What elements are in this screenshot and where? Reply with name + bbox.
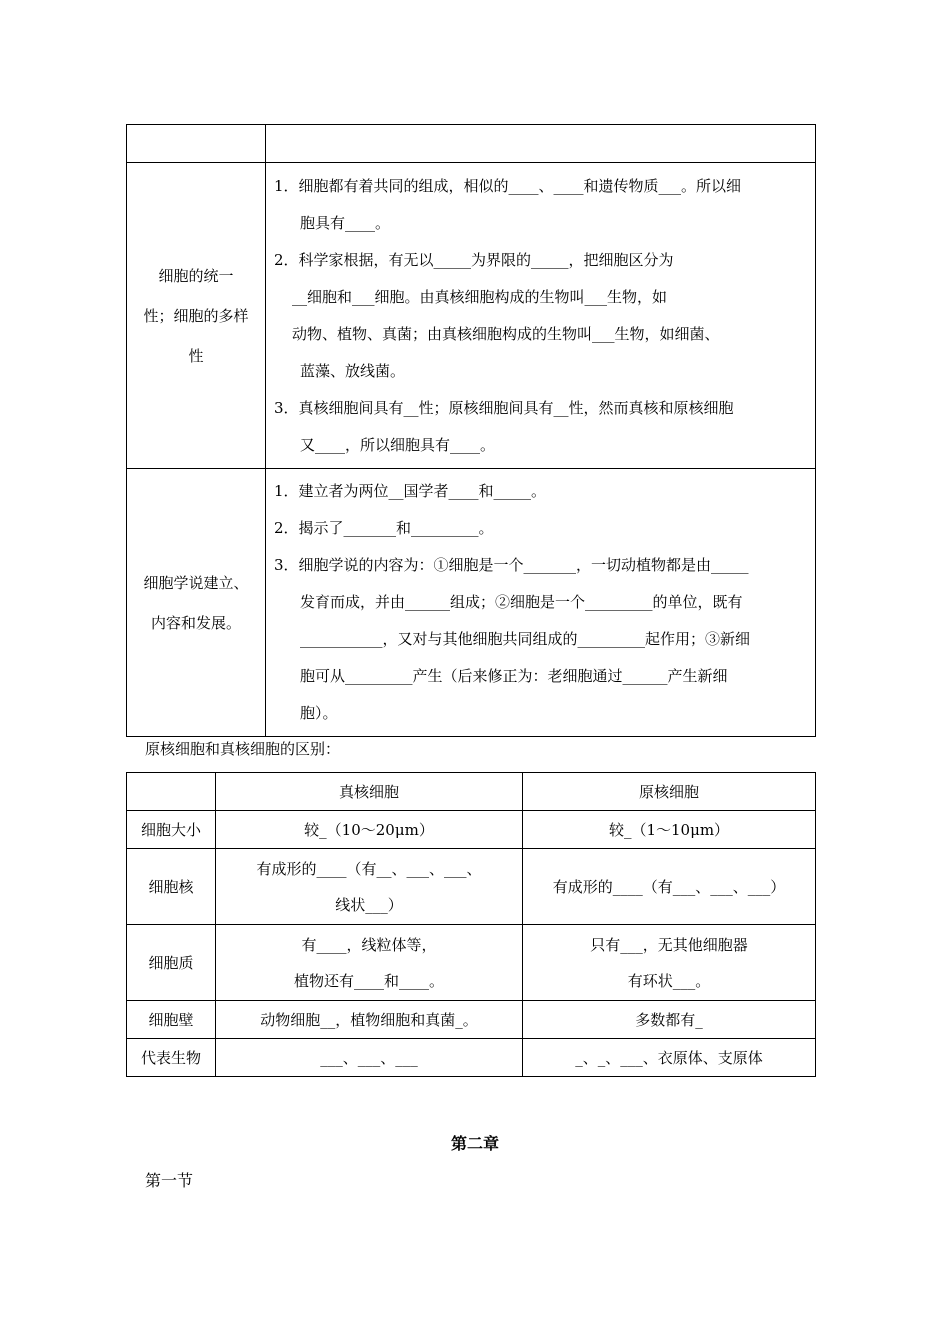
label-line: 细胞的统一	[158, 266, 234, 285]
text-line: __细胞和___细胞。由真核细胞构成的生物叫___生物，如	[292, 287, 668, 306]
label-line: 性	[188, 346, 204, 365]
cell-theory-table	[126, 124, 816, 737]
table-row	[127, 1001, 816, 1039]
eukaryotic-cell	[216, 811, 523, 849]
text-line: 胞可从_________产生（后来修正为：老细胞通过______产生新细	[300, 667, 728, 685]
cell-line: 有成形的____（有__、___、___、	[256, 859, 482, 878]
row-label-cell-theory	[127, 469, 266, 737]
text-line: 2．科学家根据，有无以_____为界限的_____，把细胞区分为	[274, 250, 674, 269]
eukaryotic-cell	[216, 1001, 523, 1039]
eukaryotic-cell	[216, 849, 523, 925]
cell-line: 多数都有_	[635, 1010, 703, 1029]
row-label: 细胞壁	[127, 1001, 216, 1039]
cell-line: 较_（1～10μm）	[608, 820, 730, 839]
prokaryotic-cell	[523, 849, 816, 925]
row-content-unity-diversity	[266, 163, 816, 469]
cell-line: _、_、___、衣原体、支原体	[575, 1048, 763, 1067]
cell-line: 动物细胞__，植物细胞和真菌_。	[260, 1010, 478, 1029]
label-line: 细胞学说建立、	[143, 573, 249, 592]
table-row	[127, 469, 816, 737]
label-line: 性；细胞的多样	[143, 306, 249, 325]
cell-line: 较_（10～20μm）	[304, 820, 434, 839]
header-cell-2	[266, 125, 816, 163]
prokaryotic-cell	[523, 925, 816, 1001]
cell-line: 有环状___。	[627, 971, 711, 990]
text-line: ___________，又对与其他细胞共同组成的_________起作用；③新细	[300, 630, 751, 648]
eukaryotic-cell	[216, 1039, 523, 1077]
row-content-cell-theory	[266, 469, 816, 737]
table-row	[127, 849, 816, 925]
prokaryotic-cell	[523, 811, 816, 849]
row-label-unity-diversity	[127, 163, 266, 469]
table-header-row	[127, 773, 816, 811]
header-prokaryotic: 原核细胞	[523, 773, 816, 811]
cell-line: ___、___、___	[320, 1048, 418, 1067]
row-label: 细胞大小	[127, 811, 216, 849]
text-line: 又____，所以细胞具有____。	[300, 435, 496, 454]
cell-line: 有成形的____（有___、___、___）	[552, 877, 786, 896]
text-line: 胞具有____。	[300, 213, 391, 232]
cell-line: 有____，线粒体等，	[301, 935, 437, 954]
prokaryotic-cell	[523, 1039, 816, 1077]
header-eukaryotic: 真核细胞	[216, 773, 523, 811]
cell-line: 线状___）	[335, 895, 403, 914]
text-line: 1．建立者为两位__国学者____和_____。	[274, 482, 547, 500]
text-line: 3．真核细胞间具有__性；原核细胞间具有__性，然而真核和原核细胞	[274, 398, 734, 417]
cell-line: 植物还有____和____。	[293, 971, 444, 990]
comparison-caption: 原核细胞和真核细胞的区别：	[145, 740, 341, 758]
chapter-heading: 第二章	[450, 1134, 499, 1153]
table-row	[127, 1039, 816, 1077]
text-line: 1．细胞都有着共同的组成，相似的____、____和遗传物质___。所以细	[274, 176, 742, 195]
text-line: 发育而成，并由______组成；②细胞是一个_________的单位，既有	[300, 593, 743, 611]
prokaryotic-cell	[523, 1001, 816, 1039]
text-line: 动物、植物、真菌；由真核细胞构成的生物叫___生物，如细菌、	[292, 324, 720, 343]
header-cell-1	[127, 125, 266, 163]
label-line: 内容和发展。	[150, 613, 241, 632]
header-empty	[127, 773, 216, 811]
table-row	[127, 925, 816, 1001]
text-line: 蓝藻、放线菌。	[300, 361, 406, 380]
eukaryotic-cell	[216, 925, 523, 1001]
table-row	[127, 163, 816, 469]
row-label: 细胞质	[127, 925, 216, 1001]
row-label: 代表生物	[127, 1039, 216, 1077]
cell-line: 只有___，无其他细胞器	[590, 935, 748, 954]
table-header-row	[127, 125, 816, 163]
text-line: 胞）。	[300, 704, 338, 722]
text-line: 2．揭示了_______和_________。	[274, 519, 494, 537]
row-label: 细胞核	[127, 849, 216, 925]
table-row	[127, 811, 816, 849]
section-heading: 第一节	[145, 1171, 194, 1190]
cell-comparison-table	[126, 772, 816, 1077]
text-line: 3．细胞学说的内容为：①细胞是一个_______，一切动植物都是由_____	[274, 556, 749, 574]
